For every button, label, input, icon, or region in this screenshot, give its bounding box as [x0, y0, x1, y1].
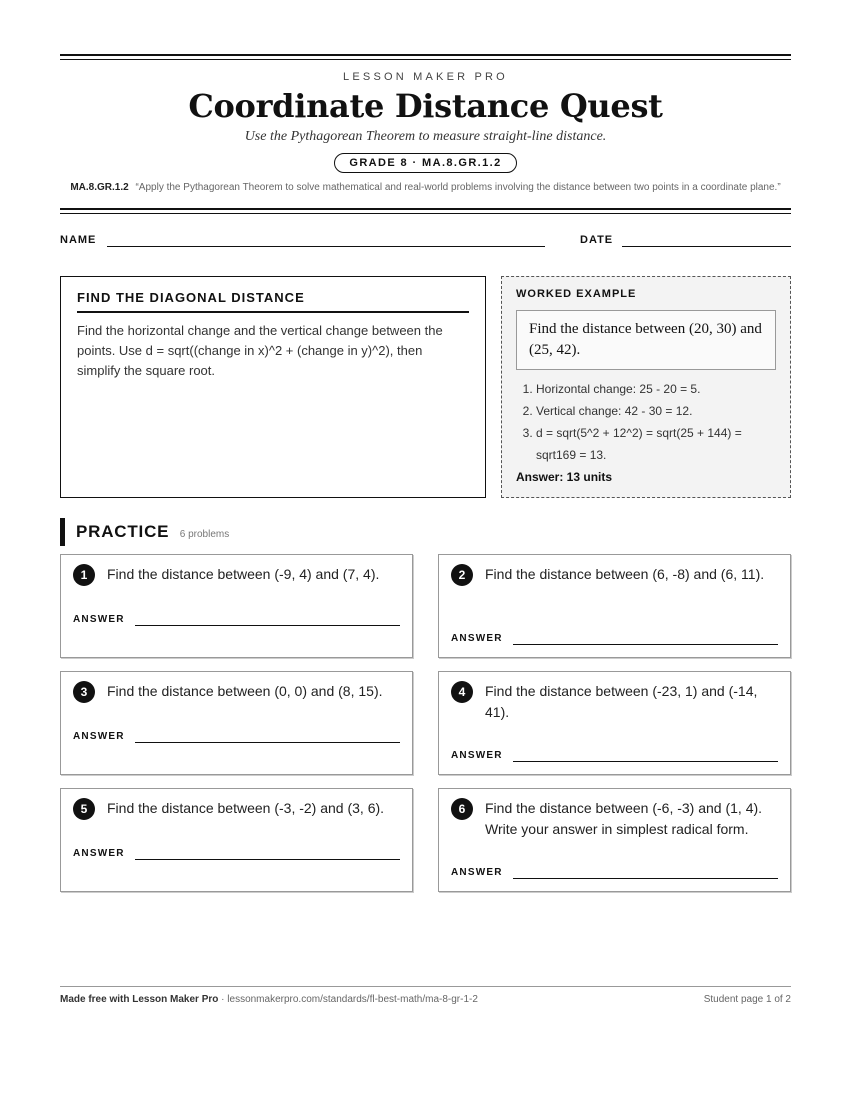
standard-text: “Apply the Pythagorean Theorem to solve mathematical and real-world problems involving the distance between two points in a coordinate plane.”: [135, 182, 781, 193]
problem-card-6: [438, 788, 791, 892]
problem-number: 2: [451, 564, 473, 586]
answer-field[interactable]: [513, 761, 778, 762]
footer-page-number: Student page 1 of 2: [703, 994, 791, 1005]
answer-label: ANSWER: [73, 614, 125, 625]
problem-text: Find the distance between (-3, -2) and (3, 6).: [107, 800, 385, 816]
answer-field[interactable]: [135, 742, 400, 743]
problem-number: 6: [451, 798, 473, 820]
problem-text: Find the distance between (-6, -3) and (1, 4). Write your answer in simplest radical form.: [485, 800, 763, 837]
header-bottom-rule: [60, 208, 791, 214]
answer-field[interactable]: [513, 644, 778, 645]
name-field[interactable]: [107, 246, 545, 247]
practice-title: PRACTICE: [76, 522, 170, 541]
page-title: Coordinate Distance Quest: [188, 87, 663, 125]
problem-number: 1: [73, 564, 95, 586]
answer-field[interactable]: [513, 878, 778, 879]
answer-field[interactable]: [135, 859, 400, 860]
name-date-row: [60, 230, 791, 250]
standard-description: [60, 180, 791, 196]
answer-label: ANSWER: [73, 848, 125, 859]
footer-url[interactable]: · lessonmakerpro.com/standards/fl-best-math/ma-8-gr-1-2: [221, 994, 478, 1005]
problem-card-2: [438, 554, 791, 658]
top-rule: [60, 54, 791, 60]
step-item: 3. d = sqrt(5^2 + 12^2) = sqrt(25 + 144) = sqrt169 = 13.: [536, 422, 776, 466]
answer-label: ANSWER: [451, 867, 503, 878]
page-subtitle: Use the Pythagorean Theorem to measure straight-line distance.: [244, 129, 607, 144]
brand-label: LESSON MAKER PRO: [343, 71, 508, 83]
answer-label: ANSWER: [73, 731, 125, 742]
answer-row: [451, 867, 778, 878]
worked-example-heading: WORKED EXAMPLE: [516, 288, 637, 300]
answer-row: [73, 731, 400, 742]
answer-label: ANSWER: [451, 633, 503, 644]
problem-text: Find the distance between (-23, 1) and (-14, 41).: [485, 683, 758, 720]
problem-number: 3: [73, 681, 95, 703]
worked-example-answer: Answer: 13 units: [516, 470, 613, 484]
problem-card-4: [438, 671, 791, 775]
step-item: 1. Horizontal change: 25 - 20 = 5.: [536, 378, 776, 400]
standard-code: MA.8.GR.1.2: [70, 182, 129, 193]
problem-text: Find the distance between (-9, 4) and (7, 4).: [107, 566, 380, 582]
step-item: 2. Vertical change: 42 - 30 = 12.: [536, 400, 776, 422]
worksheet-page: [60, 54, 791, 878]
problem-number: 5: [73, 798, 95, 820]
answer-row: [451, 633, 778, 644]
grade-badge: GRADE 8 · MA.8.GR.1.2: [334, 153, 516, 173]
page-footer: [60, 986, 791, 1005]
name-label: NAME: [60, 234, 97, 246]
problem-card-1: [60, 554, 413, 658]
problem-text: Find the distance between (6, -8) and (6, 11).: [485, 566, 765, 582]
answer-field[interactable]: [135, 625, 400, 626]
problem-card-5: [60, 788, 413, 892]
answer-label: ANSWER: [451, 750, 503, 761]
practice-section-heading: [60, 518, 229, 546]
problem-number: 4: [451, 681, 473, 703]
date-field[interactable]: [622, 246, 791, 247]
answer-row: [73, 848, 400, 859]
answer-row: [73, 614, 400, 625]
problem-text: Find the distance between (0, 0) and (8, 15).: [107, 683, 383, 699]
problem-card-3: [60, 671, 413, 775]
answer-row: [451, 750, 778, 761]
worked-example-steps: [516, 378, 776, 466]
instructions-body: Find the horizontal change and the vertical change between the points. Use d = sqrt((change in x)^2 + (change in y)^2), then simplify the square root.: [77, 323, 443, 378]
instructions-heading: FIND THE DIAGONAL DISTANCE: [77, 290, 469, 313]
date-label: DATE: [580, 234, 614, 246]
footer-made-with: Made free with Lesson Maker Pro: [60, 994, 219, 1005]
practice-count: 6 problems: [179, 529, 230, 540]
instructions-box: [60, 276, 486, 498]
worked-example-prompt: Find the distance between (20, 30) and (25, 42).: [516, 310, 776, 370]
worked-example-box: [501, 276, 791, 498]
